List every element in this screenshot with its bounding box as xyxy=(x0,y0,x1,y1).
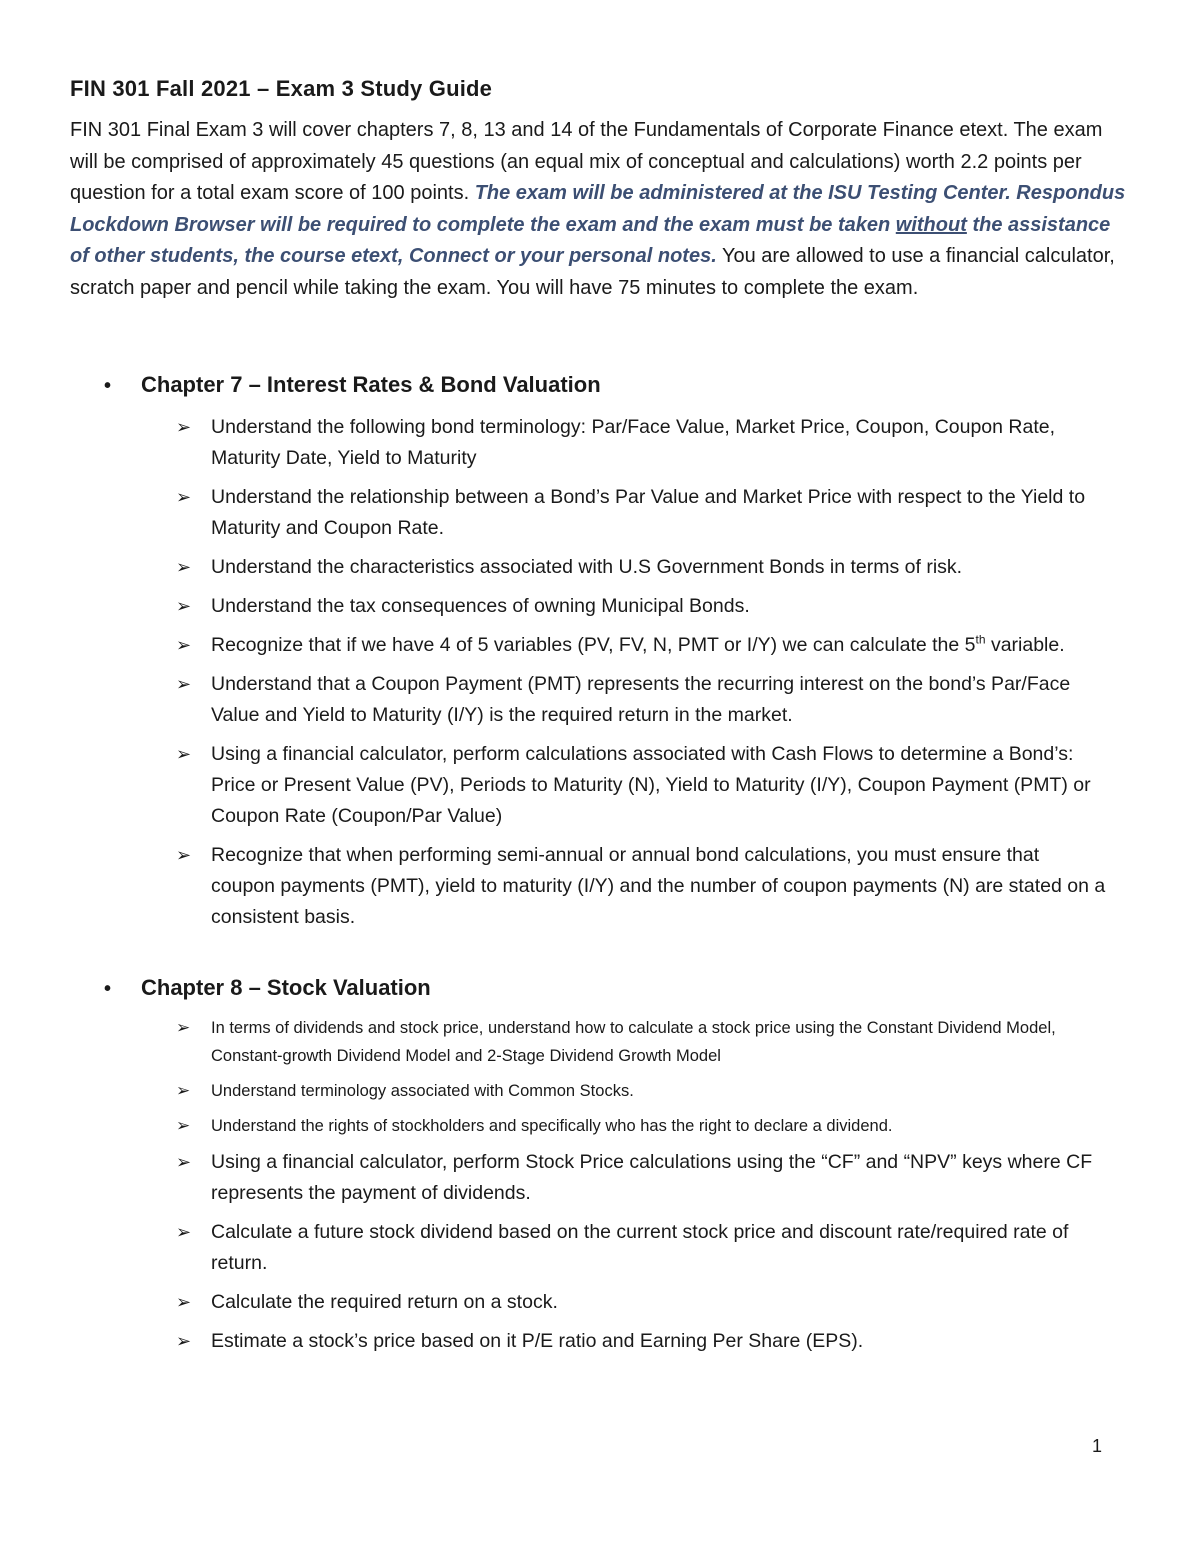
list-item: ➢ Understand the relationship between a Bond’s Par Value and Market Price with respect to the Yield to Maturity and Coupon Rate. xyxy=(176,482,1106,544)
chapter-8-list xyxy=(176,1014,1106,1365)
chapter-7-heading xyxy=(104,372,1104,398)
list-item: ➢ Understand the characteristics associated with U.S Government Bonds in terms of risk. xyxy=(176,552,1106,583)
arrow-bullet-icon: ➢ xyxy=(176,1152,192,1172)
intro-text-2: You are allowed to use a financial calculator, scratch paper and pencil while taking the exam. You will have 75 minutes to complete the exam. xyxy=(70,245,1115,299)
list-item: ➢ Calculate the required return on a stock. xyxy=(176,1287,1106,1318)
intro-text-1: FIN 301 Final Exam 3 will cover chapters 7, 8, 13 and 14 of the Fundamentals of Corporate Finance etext. The exam will be comprised of approximately 45 questions (an equal mix of conceptual and calculations) worth 2.2 points per question for a total exam score of 100 points. xyxy=(70,119,1103,204)
intro-emphasis-underlined: without xyxy=(895,213,967,236)
chapter-7-list xyxy=(176,412,1106,941)
arrow-bullet-icon: ➢ xyxy=(176,1222,192,1242)
list-item: ➢ Understand the tax consequences of owning Municipal Bonds. xyxy=(176,591,1106,622)
arrow-bullet-icon: ➢ xyxy=(176,1116,191,1135)
arrow-bullet-icon: ➢ xyxy=(176,487,192,507)
superscript: th xyxy=(975,632,986,647)
list-item: ➢ Understand terminology associated with Common Stocks. xyxy=(176,1077,1106,1105)
arrow-bullet-icon: ➢ xyxy=(176,1081,191,1100)
intro-paragraph xyxy=(70,115,1130,304)
list-item: ➢ Recognize that when performing semi-annual or annual bond calculations, you must ensure that coupon payments (PMT), yield to maturity (I/Y) and the number of coupon payments (N) are stated on a consistent basis. xyxy=(176,840,1106,933)
intro-emphasis-2: the assistance of other students, the course etext, Connect or your personal notes. xyxy=(70,213,1111,267)
list-item: ➢ Using a financial calculator, perform Stock Price calculations using the “CF” and “NPV” keys where CF represents the payment of dividends. xyxy=(176,1147,1106,1209)
arrow-bullet-icon: ➢ xyxy=(176,1331,192,1351)
arrow-bullet-icon: ➢ xyxy=(176,596,192,616)
arrow-bullet-icon: ➢ xyxy=(176,1018,191,1037)
list-item: ➢ Understand that a Coupon Payment (PMT) represents the recurring interest on the bond’s Par/Face Value and Yield to Maturity (I/Y) is the required return in the market. xyxy=(176,669,1106,731)
bullet-icon: • xyxy=(104,375,112,397)
arrow-bullet-icon: ➢ xyxy=(176,845,192,865)
page-number: 1 xyxy=(1092,1436,1103,1456)
bullet-icon: • xyxy=(104,978,112,1000)
list-item: ➢ Calculate a future stock dividend based on the current stock price and discount rate/required rate of return. xyxy=(176,1217,1106,1279)
arrow-bullet-icon: ➢ xyxy=(176,1292,192,1312)
list-item: ➢ Understand the following bond terminology: Par/Face Value, Market Price, Coupon, Coupon Rate, Maturity Date, Yield to Maturity xyxy=(176,412,1106,474)
arrow-bullet-icon: ➢ xyxy=(176,557,192,577)
arrow-bullet-icon: ➢ xyxy=(176,674,192,694)
chapter-8-title: Chapter 8 – Stock Valuation xyxy=(141,975,431,1000)
page-title: FIN 301 Fall 2021 – Exam 3 Study Guide xyxy=(70,76,493,101)
list-item: ➢ Understand the rights of stockholders and specifically who has the right to declare a dividend. xyxy=(176,1112,1106,1140)
list-item: ➢ In terms of dividends and stock price, understand how to calculate a stock price using the Constant Dividend Model, Constant-growth Dividend Model and 2-Stage Dividend Growth Model xyxy=(176,1014,1106,1070)
arrow-bullet-icon: ➢ xyxy=(176,635,192,655)
chapter-7-title: Chapter 7 – Interest Rates & Bond Valuation xyxy=(141,372,601,397)
chapter-8-heading xyxy=(104,975,1104,1001)
arrow-bullet-icon: ➢ xyxy=(176,417,192,437)
intro-emphasis-1: The exam will be administered at the ISU Testing Center. Respondus Lockdown Browser will be required to complete the exam and the exam must be taken xyxy=(70,182,1126,236)
list-item: ➢ Using a financial calculator, perform calculations associated with Cash Flows to determine a Bond’s: Price or Present Value (PV), Periods to Maturity (N), Yield to Maturity (I/Y), Coupon Payment (PMT) or Coupon Rate (Coupon/Par Value) xyxy=(176,739,1106,832)
list-item: ➢ Recognize that if we have 4 of 5 variables (PV, FV, N, PMT or I/Y) we can calculate the 5th variable. xyxy=(176,630,1106,661)
list-item: ➢ Estimate a stock’s price based on it P/E ratio and Earning Per Share (EPS). xyxy=(176,1326,1106,1357)
arrow-bullet-icon: ➢ xyxy=(176,744,192,764)
